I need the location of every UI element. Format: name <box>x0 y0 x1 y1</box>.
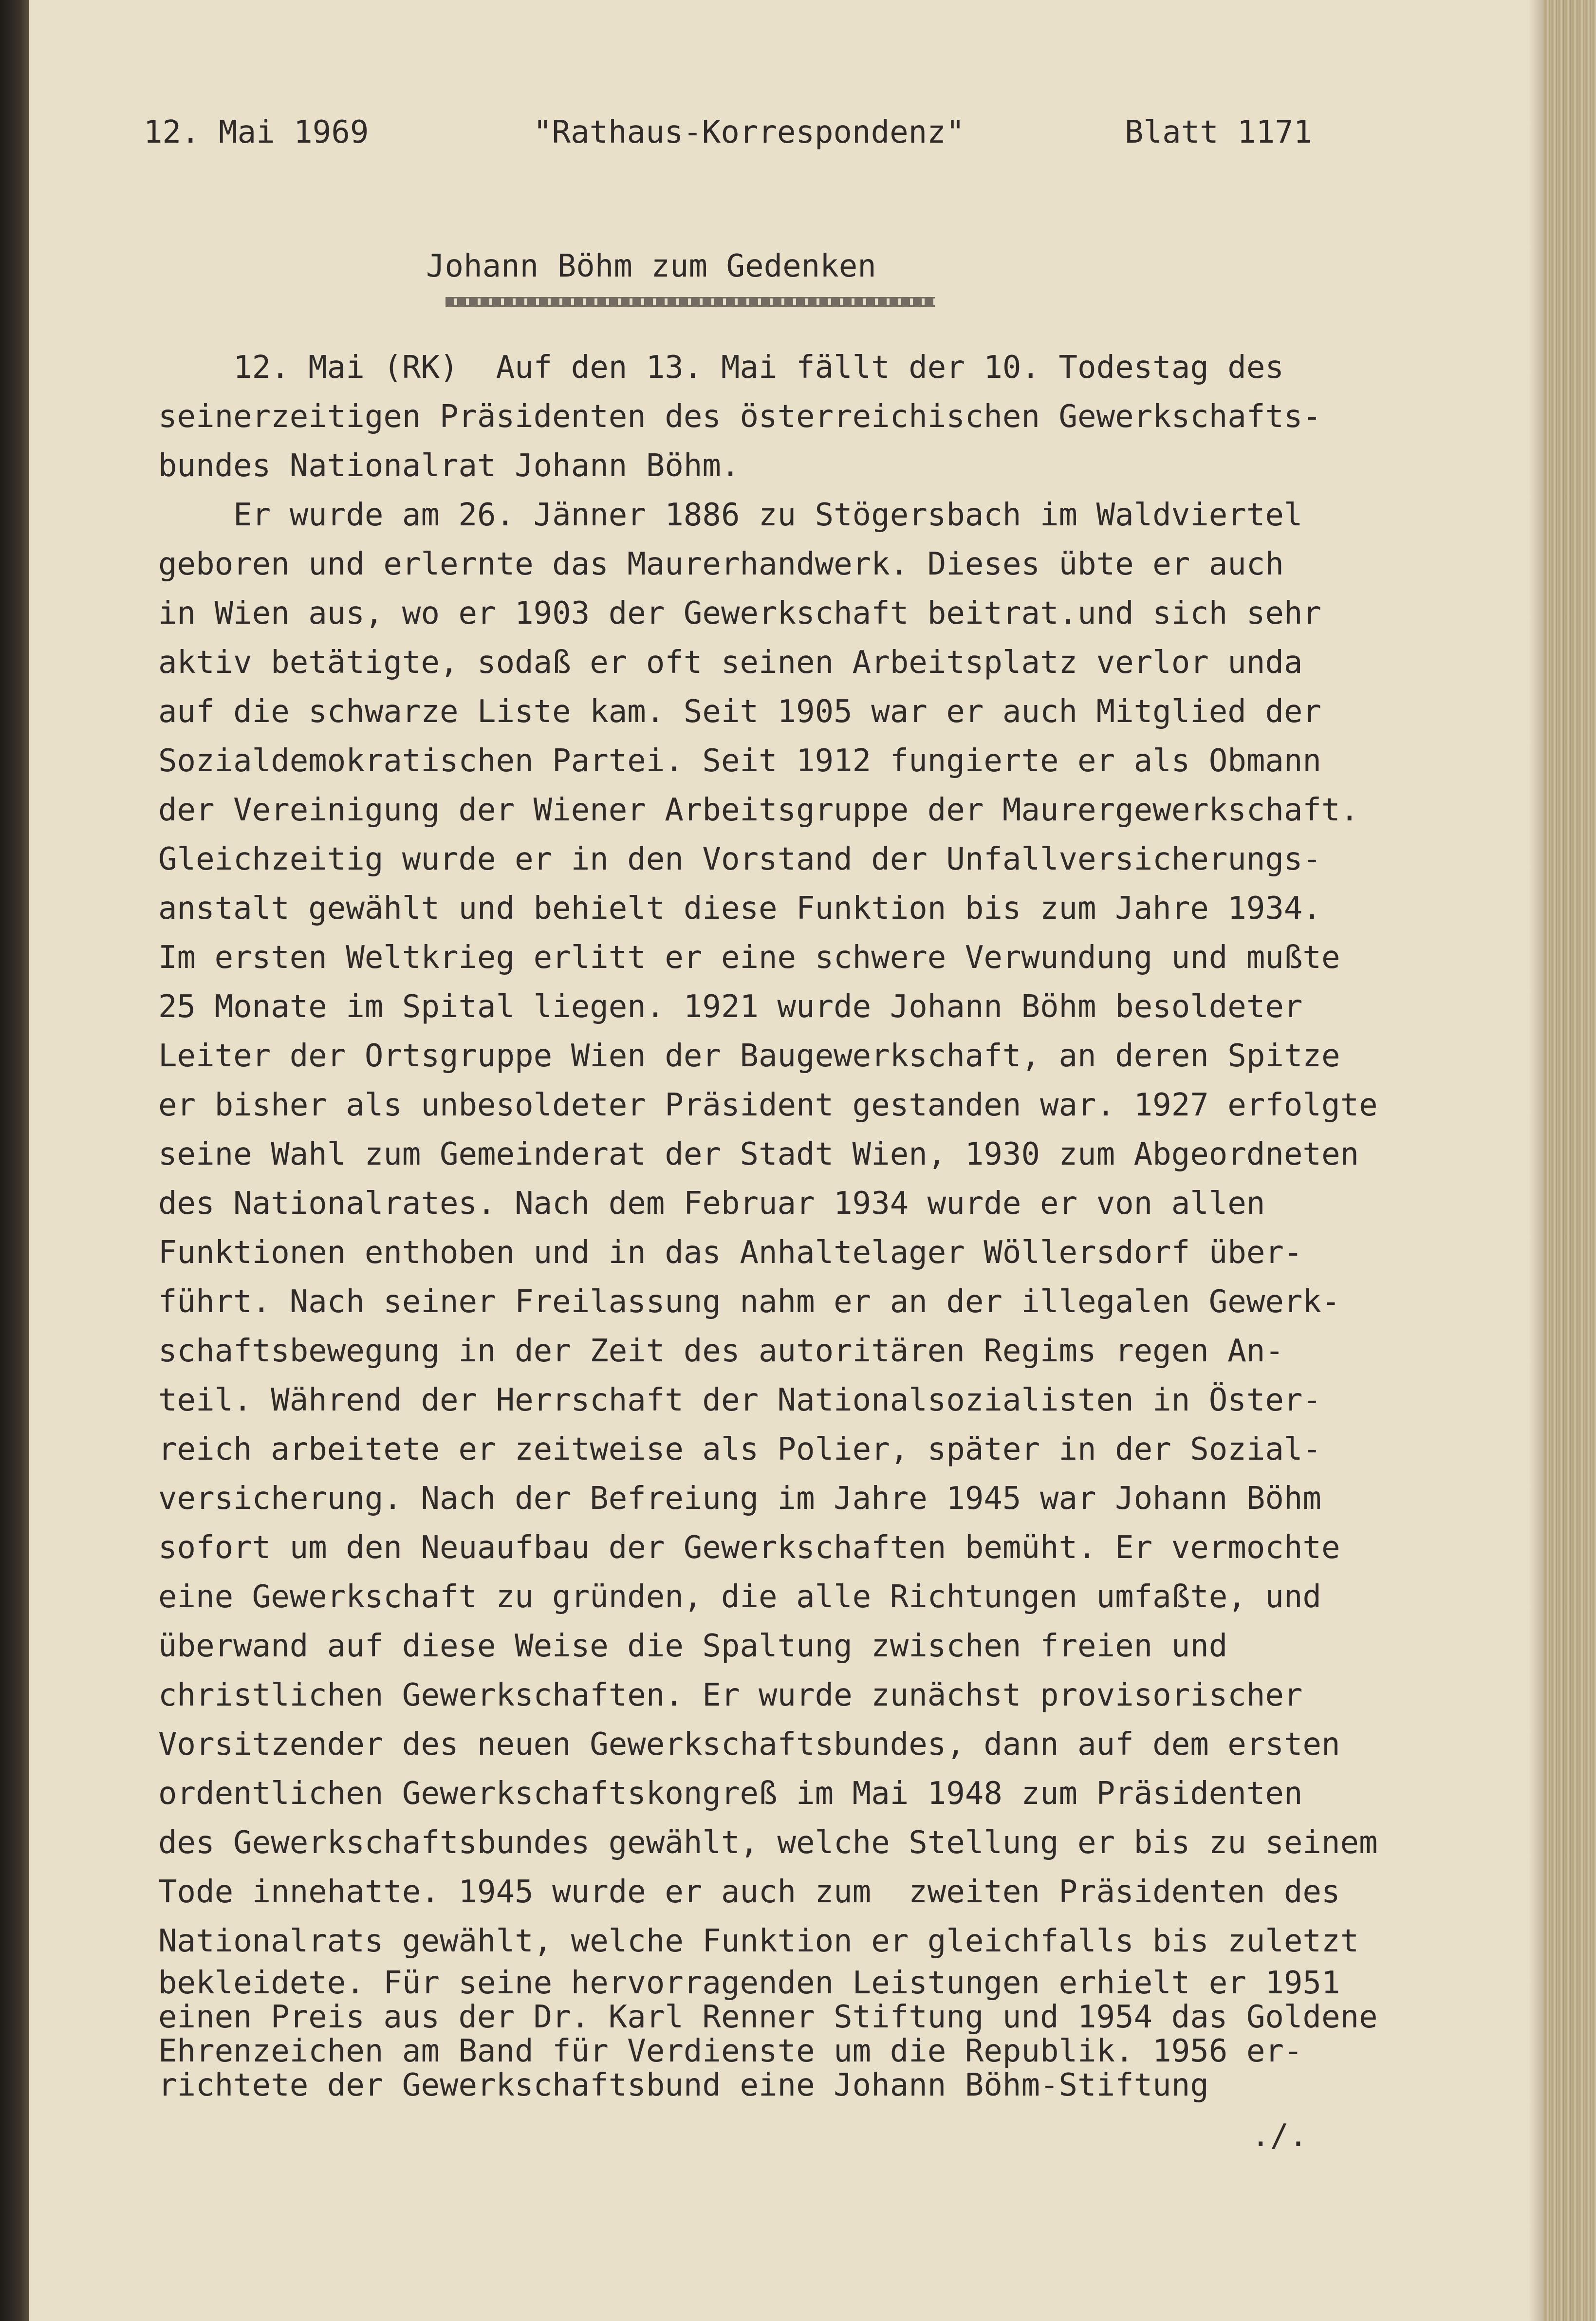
text-line: sofort um den Neuaufbau der Gewerkschaften bemüht. Er vermochte <box>158 1530 1340 1566</box>
article-title: Johann Böhm zum Gedenken <box>426 248 876 284</box>
text-line: richtete der Gewerkschaftsbund eine Johann Böhm-Stiftung <box>158 2067 1209 2103</box>
text-line: reich arbeitete er zeitweise als Polier, später in der Sozial- <box>158 1431 1321 1467</box>
text-line: christlichen Gewerkschaften. Er wurde zunächst provisorischer <box>158 1677 1303 1713</box>
text-line: Sozialdemokratischen Partei. Seit 1912 fungierte er als Obmann <box>158 743 1321 779</box>
text-line: 12. Mai (RK) Auf den 13. Mai fällt der 10. Todestag des <box>158 350 1284 386</box>
text-line: Tode innehatte. 1945 wurde er auch zum zweiten Präsidenten des <box>158 1874 1340 1910</box>
text-line: Nationalrats gewählt, welche Funktion er gleichfalls bis zuletzt <box>158 1923 1359 1959</box>
binding-spine <box>0 0 29 2321</box>
page-header <box>29 114 1543 163</box>
text-line: 25 Monate im Spital liegen. 1921 wurde Johann Böhm besoldeter <box>158 989 1303 1025</box>
text-line: des Gewerkschaftsbundes gewählt, welche Stellung er bis zu seinem <box>158 1825 1378 1861</box>
text-line: teil. Während der Herrschaft der Nationalsozialisten in Öster- <box>158 1382 1321 1418</box>
text-line: der Vereinigung der Wiener Arbeitsgruppe der Maurergewerkschaft. <box>158 792 1359 828</box>
text-line: Leiter der Ortsgruppe Wien der Baugewerkschaft, an deren Spitze <box>158 1038 1340 1074</box>
text-line: aktiv betätigte, sodaß er oft seinen Arbeitsplatz verlor unda <box>158 645 1303 681</box>
text-line: Im ersten Weltkrieg erlitt er eine schwere Verwundung und mußte <box>158 940 1340 976</box>
text-line: eine Gewerkschaft zu gründen, die alle Richtungen umfaßte, und <box>158 1579 1321 1615</box>
page-stack-edge <box>1543 0 1596 2321</box>
text-line: führt. Nach seiner Freilassung nahm er an der illegalen Gewerk- <box>158 1284 1340 1320</box>
text-line: bekleidete. Für seine hervorragenden Leistungen erhielt er 1951 <box>158 1965 1340 2001</box>
text-line: Er wurde am 26. Jänner 1886 zu Stögersbach im Waldviertel <box>158 497 1303 533</box>
text-line: des Nationalrates. Nach dem Februar 1934 wurde er von allen <box>158 1186 1265 1222</box>
continuation-mark: ./. <box>1251 2118 1308 2154</box>
text-line: Vorsitzender des neuen Gewerkschaftsbundes, dann auf dem ersten <box>158 1727 1340 1763</box>
text-line: überwand auf diese Weise die Spaltung zwischen freien und <box>158 1628 1228 1664</box>
text-line: er bisher als unbesoldeter Präsident gestanden war. 1927 erfolgte <box>158 1087 1378 1123</box>
text-line: ordentlichen Gewerkschaftskongreß im Mai 1948 zum Präsidenten <box>158 1776 1303 1812</box>
text-line: in Wien aus, wo er 1903 der Gewerkschaft beitrat.und sich sehr <box>158 595 1321 631</box>
text-line: Gleichzeitig wurde er in den Vorstand der Unfallversicherungs- <box>158 841 1321 877</box>
header-sheet-number: Blatt 1171 <box>1125 114 1313 150</box>
text-line: versicherung. Nach der Befreiung im Jahre 1945 war Johann Böhm <box>158 1481 1321 1517</box>
article-body <box>158 343 1473 2102</box>
text-line: einen Preis aus der Dr. Karl Renner Stiftung und 1954 das Goldene <box>158 1999 1378 2035</box>
text-line: seine Wahl zum Gemeinderat der Stadt Wien, 1930 zum Abgeordneten <box>158 1136 1359 1172</box>
header-date: 12. Mai 1969 <box>144 114 369 150</box>
text-line: auf die schwarze Liste kam. Seit 1905 war er auch Mitglied der <box>158 694 1321 730</box>
text-line: schaftsbewegung in der Zeit des autoritären Regims regen An- <box>158 1333 1284 1369</box>
document-page <box>29 0 1543 2321</box>
text-line: Funktionen enthoben und in das Anhaltelager Wöllersdorf über- <box>158 1235 1303 1271</box>
text-line: seinerzeitigen Präsidenten des österreichischen Gewerkschafts- <box>158 399 1321 435</box>
text-line: geboren und erlernte das Maurerhandwerk. Dieses übte er auch <box>158 546 1284 582</box>
text-line: bundes Nationalrat Johann Böhm. <box>158 448 740 484</box>
text-line: anstalt gewählt und behielt diese Funktion bis zum Jahre 1934. <box>158 891 1321 927</box>
page-edge-shadow <box>1529 0 1543 2321</box>
text-line: Ehrenzeichen am Band für Verdienste um die Republik. 1956 er- <box>158 2033 1303 2069</box>
title-underline <box>445 297 935 307</box>
header-publication: "Rathaus-Korrespondenz" <box>533 114 965 150</box>
